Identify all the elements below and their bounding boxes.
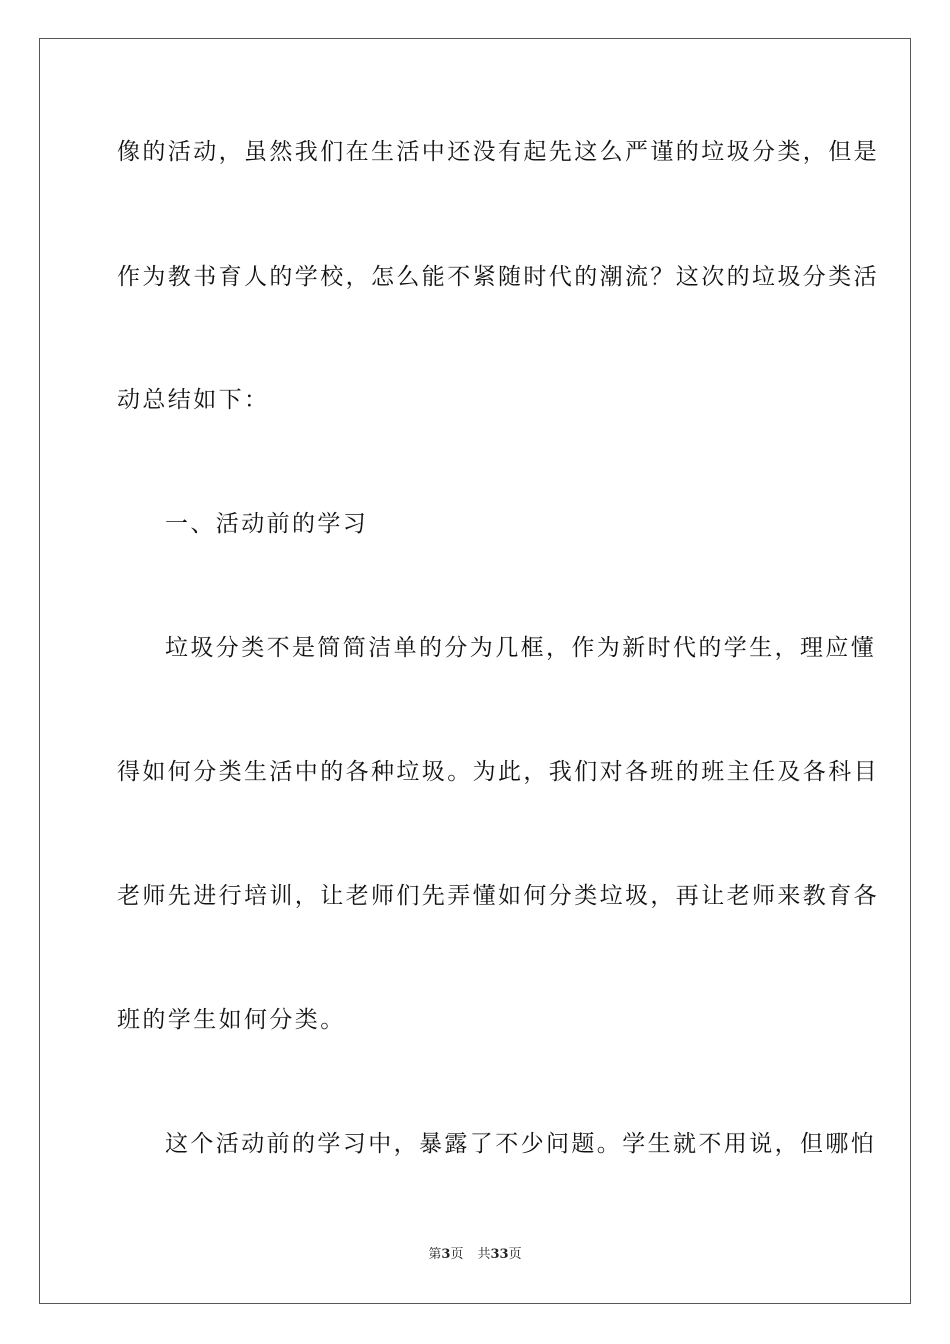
section-heading: 一、活动前的学习 <box>165 511 369 537</box>
body-text-line-8: 班的学生如何分类。 <box>117 1007 346 1033</box>
footer-total-pages: 33 <box>490 1247 509 1262</box>
footer-total-suffix: 页 <box>508 1247 522 1262</box>
page-footer <box>0 1247 950 1263</box>
body-text-line-1: 像的活动，虽然我们在生活中还没有起先这么严谨的垃圾分类，但是 <box>117 139 879 165</box>
body-text-line-3: 动总结如下： <box>117 387 270 413</box>
body-text-line-9: 这个活动前的学习中，暴露了不少问题。学生就不用说，但哪怕 <box>165 1131 877 1157</box>
page-frame <box>39 38 911 1304</box>
footer-page-number: 3 <box>441 1247 451 1262</box>
body-text-line-2: 作为教书育人的学校，怎么能不紧随时代的潮流？这次的垃圾分类活 <box>117 264 879 290</box>
footer-page-prefix: 第 <box>428 1247 442 1262</box>
footer-page-suffix: 页 <box>450 1247 464 1262</box>
body-text-line-6: 得如何分类生活中的各种垃圾。为此，我们对各班的班主任及各科目 <box>117 759 879 785</box>
footer-total-prefix: 共 <box>477 1247 491 1262</box>
body-text-line-5: 垃圾分类不是简简洁单的分为几框，作为新时代的学生，理应懂 <box>165 635 877 661</box>
body-text-line-7: 老师先进行培训，让老师们先弄懂如何分类垃圾，再让老师来教育各 <box>117 883 879 909</box>
